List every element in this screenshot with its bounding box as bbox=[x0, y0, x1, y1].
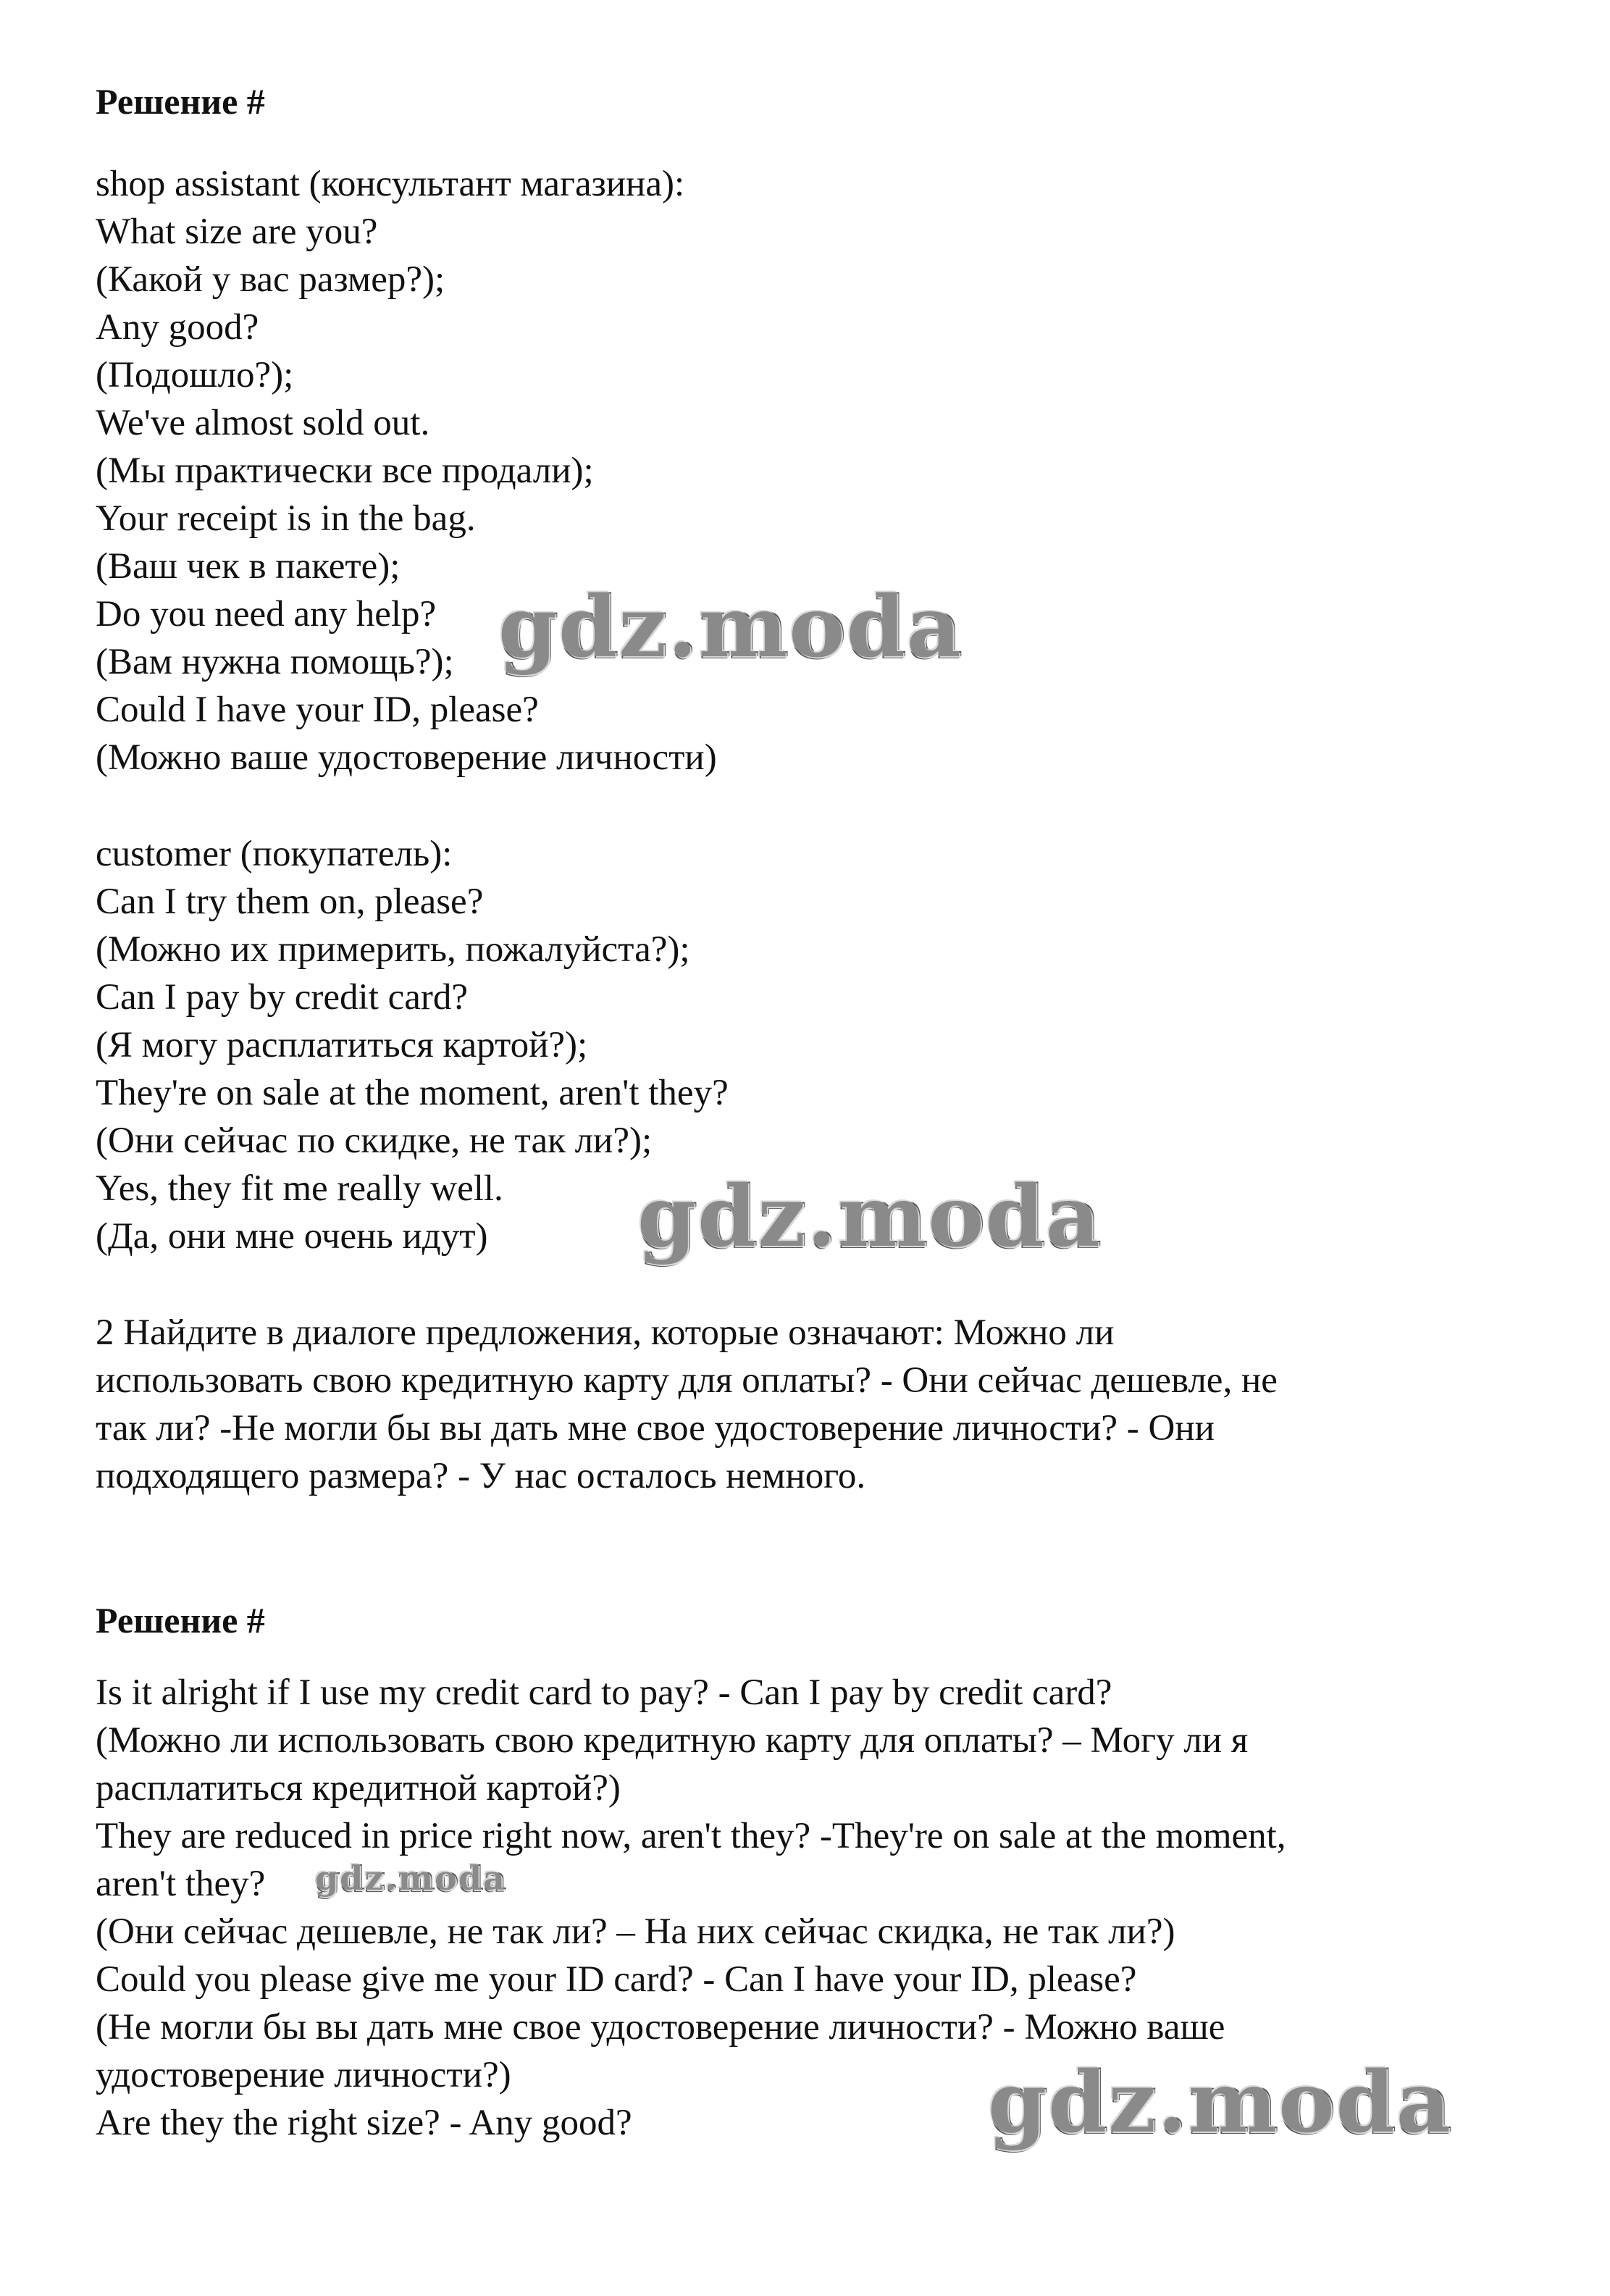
solution-heading-2: Решение # bbox=[96, 1600, 265, 1641]
solution2-line: They are reduced in price right now, aren't they? -They're on sale at the moment, bbox=[96, 1816, 1286, 1856]
assistant-line: Your receipt is in the bag. bbox=[96, 498, 476, 539]
solution2-line: Is it alright if I use my credit card to pay? - Can I pay by credit card? bbox=[96, 1672, 1112, 1713]
customer-line: (Можно их примерить, пожалуйста?); bbox=[96, 929, 690, 970]
task2-line: использовать свою кредитную карту для оплаты? - Они сейчас дешевле, не bbox=[96, 1360, 1278, 1401]
watermark: gdz.moda bbox=[315, 1859, 506, 1898]
solution2-line: (Они сейчас дешевле, не так ли? – На них сейчас скидка, не так ли?) bbox=[96, 1911, 1175, 1952]
watermark: gdz.moda bbox=[988, 2053, 1452, 2152]
assistant-label: shop assistant (консультант магазина): bbox=[96, 164, 685, 204]
assistant-line: (Подошло?); bbox=[96, 355, 294, 395]
task2-line: подходящего размера? - У нас осталось немного. bbox=[96, 1456, 866, 1496]
task2-line: 2 Найдите в диалоге предложения, которые означают: Можно ли bbox=[96, 1312, 1115, 1353]
assistant-line: (Ваш чек в пакете); bbox=[96, 546, 401, 587]
solution2-line: (Можно ли использовать свою кредитную карту для оплаты? – Могу ли я bbox=[96, 1720, 1249, 1761]
solution2-line: (Не могли бы вы дать мне свое удостоверение личности? - Можно ваше bbox=[96, 2007, 1225, 2048]
assistant-line: We've almost sold out. bbox=[96, 403, 430, 443]
watermark: gdz.moda bbox=[498, 578, 963, 676]
solution-heading-1: Решение # bbox=[96, 81, 265, 122]
assistant-line: (Вам нужна помощь?); bbox=[96, 642, 454, 682]
customer-line: Can I pay by credit card? bbox=[96, 977, 469, 1018]
assistant-line: Could I have your ID, please? bbox=[96, 690, 539, 730]
customer-label: customer (покупатель): bbox=[96, 834, 453, 874]
customer-line: Can I try them on, please? bbox=[96, 881, 484, 922]
assistant-line: Any good? bbox=[96, 307, 259, 348]
task2-line: так ли? -Не могли бы вы дать мне свое удостоверение личности? - Они bbox=[96, 1408, 1215, 1449]
customer-line: (Я могу расплатиться картой?); bbox=[96, 1025, 588, 1065]
customer-line: They're on sale at the moment, aren't they? bbox=[96, 1073, 729, 1113]
assistant-line: (Какой у вас размер?); bbox=[96, 259, 445, 300]
watermark: gdz.moda bbox=[637, 1168, 1102, 1266]
assistant-line: Do you need any help? bbox=[96, 594, 437, 634]
assistant-line: (Мы практически все продали); bbox=[96, 451, 594, 491]
customer-line: (Да, они мне очень идут) bbox=[96, 1216, 488, 1257]
solution2-line: aren't they? bbox=[96, 1864, 266, 1904]
solution2-line: расплатиться кредитной картой?) bbox=[96, 1768, 621, 1809]
assistant-line: (Можно ваше удостоверение личности) bbox=[96, 737, 717, 778]
solution2-line: Are they the right size? - Any good? bbox=[96, 2103, 632, 2143]
solution2-line: удостоверение личности?) bbox=[96, 2055, 511, 2095]
customer-line: (Они сейчас по скидке, не так ли?); bbox=[96, 1120, 653, 1161]
assistant-line: What size are you? bbox=[96, 211, 378, 252]
solution2-line: Could you please give me your ID card? - Can I have your ID, please? bbox=[96, 1959, 1137, 2000]
customer-line: Yes, they fit me really well. bbox=[96, 1168, 503, 1209]
